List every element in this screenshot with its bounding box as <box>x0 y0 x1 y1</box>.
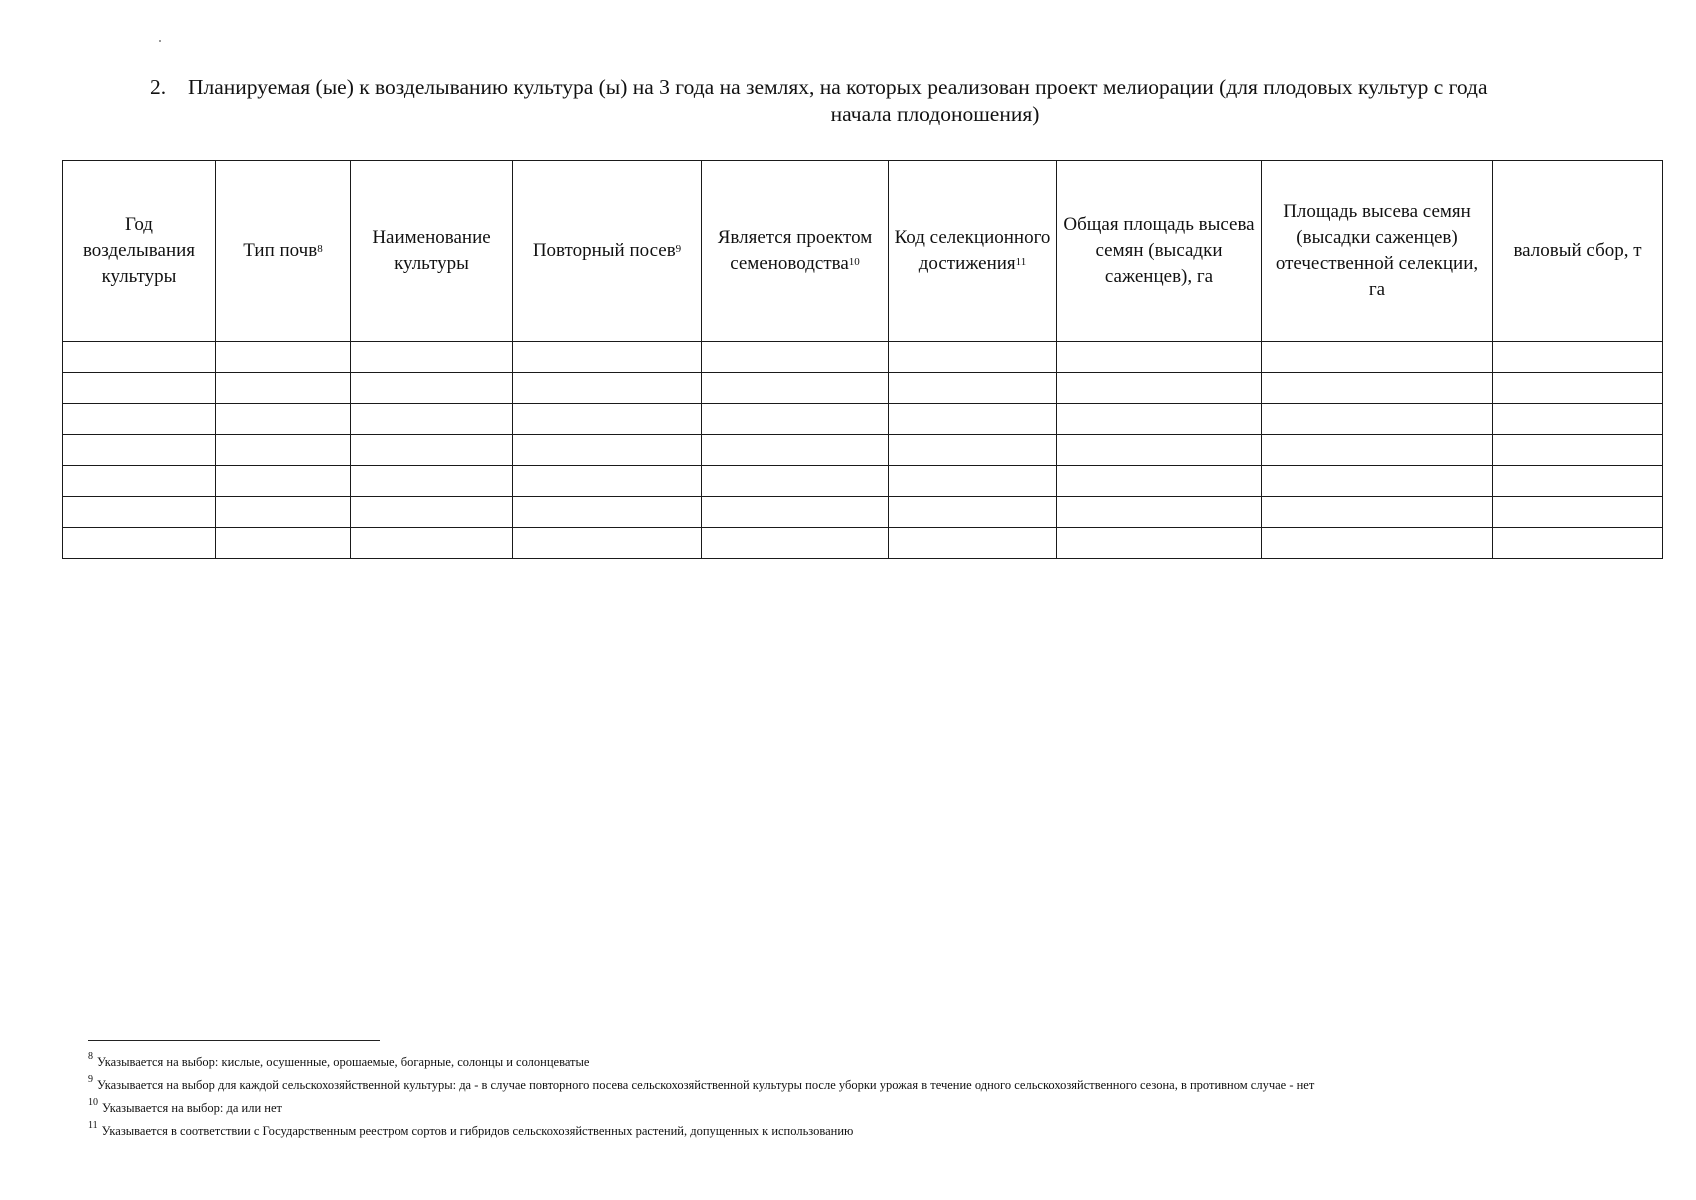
table-cell[interactable] <box>513 342 702 373</box>
footnote-ref: 9 <box>675 243 682 255</box>
header-seed-project: Является проектом семеноводства$^{10}$ <box>702 161 889 342</box>
table-cell[interactable] <box>63 404 216 435</box>
table-cell[interactable] <box>702 497 889 528</box>
table-cell[interactable] <box>63 497 216 528</box>
section-heading <box>150 74 1680 128</box>
table-cell[interactable] <box>216 342 351 373</box>
header-row <box>63 161 1663 342</box>
table-cell[interactable] <box>351 466 513 497</box>
scan-speck <box>159 40 161 42</box>
header-gross-yield: валовый сбор, т <box>1493 161 1663 342</box>
crops-table <box>62 160 1663 559</box>
table-cell[interactable] <box>1262 435 1493 466</box>
table-cell[interactable] <box>513 528 702 559</box>
table-cell[interactable] <box>351 435 513 466</box>
table-cell[interactable] <box>1057 342 1262 373</box>
table-cell[interactable] <box>63 528 216 559</box>
table-cell[interactable] <box>889 466 1057 497</box>
table-cell[interactable] <box>1493 497 1663 528</box>
table-cell[interactable] <box>216 404 351 435</box>
table-cell[interactable] <box>513 404 702 435</box>
table-cell[interactable] <box>216 528 351 559</box>
table-cell[interactable] <box>513 373 702 404</box>
header-domestic-area: Площадь высева семян (высадки саженцев) отечественной селекции, га <box>1262 161 1493 342</box>
table-cell[interactable] <box>1262 342 1493 373</box>
table-row <box>63 528 1663 559</box>
table-cell[interactable] <box>1262 497 1493 528</box>
footnote-8: $^8$ Указывается на выбор: кислые, осушенные, орошаемые, богарные, солонцы и солонцеватые <box>88 1051 590 1069</box>
table-cell[interactable] <box>889 497 1057 528</box>
table-cell[interactable] <box>1057 466 1262 497</box>
table-row <box>63 435 1663 466</box>
table-cell[interactable] <box>1057 373 1262 404</box>
footnote-ref: 11 <box>1015 256 1027 268</box>
table-cell[interactable] <box>1493 373 1663 404</box>
table-cell[interactable] <box>351 497 513 528</box>
footnote-separator <box>88 1040 380 1041</box>
table-cell[interactable] <box>63 466 216 497</box>
table-cell[interactable] <box>702 404 889 435</box>
footnote-10: $^{10}$ Указывается на выбор: да или нет <box>88 1097 282 1115</box>
table-cell[interactable] <box>702 342 889 373</box>
table-cell[interactable] <box>1493 466 1663 497</box>
table-cell[interactable] <box>1493 528 1663 559</box>
table-cell[interactable] <box>216 373 351 404</box>
table-cell[interactable] <box>513 435 702 466</box>
table-cell[interactable] <box>889 528 1057 559</box>
header-total-area: Общая площадь высева семян (высадки саженцев), га <box>1057 161 1262 342</box>
footnote-11: $^{11}$ Указывается в соответствии с Государственным реестром сортов и гибридов сельскохозяйственных растений, допущенных к использованию <box>88 1120 854 1138</box>
table-cell[interactable] <box>1493 435 1663 466</box>
table-cell[interactable] <box>513 497 702 528</box>
table-cell[interactable] <box>1057 435 1262 466</box>
table-row <box>63 342 1663 373</box>
table-cell[interactable] <box>351 373 513 404</box>
table-cell[interactable] <box>1493 404 1663 435</box>
table-cell[interactable] <box>1493 342 1663 373</box>
table-cell[interactable] <box>1057 497 1262 528</box>
section-number: 2. <box>150 75 167 99</box>
table-row <box>63 497 1663 528</box>
table-row <box>63 466 1663 497</box>
header-selection-code: Код селекционного достижения$^{11}$ <box>889 161 1057 342</box>
table-cell[interactable] <box>1262 404 1493 435</box>
table-cell[interactable] <box>1262 528 1493 559</box>
footnotes <box>88 1040 1678 1147</box>
table-cell[interactable] <box>351 528 513 559</box>
table-body <box>63 342 1663 559</box>
section-title-line1: Планируемая (ые) к возделыванию культура (ы) на 3 года на землях, на которых реализован проект мелиорации (для плодовых культур с года <box>188 75 1488 99</box>
table-cell[interactable] <box>63 342 216 373</box>
table-cell[interactable] <box>351 342 513 373</box>
header-repeat-sowing: Повторный посев$^9$ <box>513 161 702 342</box>
table-cell[interactable] <box>889 373 1057 404</box>
table-cell[interactable] <box>1262 373 1493 404</box>
table-cell[interactable] <box>216 466 351 497</box>
header-year: Год возделывания культуры <box>63 161 216 342</box>
table-cell[interactable] <box>513 466 702 497</box>
table-cell[interactable] <box>889 435 1057 466</box>
table-row <box>63 373 1663 404</box>
table-cell[interactable] <box>702 435 889 466</box>
table-cell[interactable] <box>351 404 513 435</box>
section-title-line2: начала плодоношения) <box>830 102 1040 126</box>
table-cell[interactable] <box>216 435 351 466</box>
table-cell[interactable] <box>889 342 1057 373</box>
table-cell[interactable] <box>1057 528 1262 559</box>
table-cell[interactable] <box>702 373 889 404</box>
table-cell[interactable] <box>889 404 1057 435</box>
table-cell[interactable] <box>63 435 216 466</box>
footnote-ref: 10 <box>848 256 860 268</box>
table-cell[interactable] <box>702 528 889 559</box>
table-row <box>63 404 1663 435</box>
table-cell[interactable] <box>1057 404 1262 435</box>
table-cell[interactable] <box>1262 466 1493 497</box>
footnote-ref: 8 <box>317 243 323 255</box>
header-crop-name: Наименование культуры <box>351 161 513 342</box>
table-cell[interactable] <box>702 466 889 497</box>
table-cell[interactable] <box>63 373 216 404</box>
header-soil-type: Тип почв$^8$ <box>216 161 351 342</box>
footnote-9: $^9$ Указывается на выбор для каждой сельскохозяйственной культуры: да - в случае повторного посева сельскохозяйственной культуры после уборки урожая в течение одного сельскохозяйственного сезона, в противном случае - нет <box>88 1074 1315 1092</box>
table-cell[interactable] <box>216 497 351 528</box>
